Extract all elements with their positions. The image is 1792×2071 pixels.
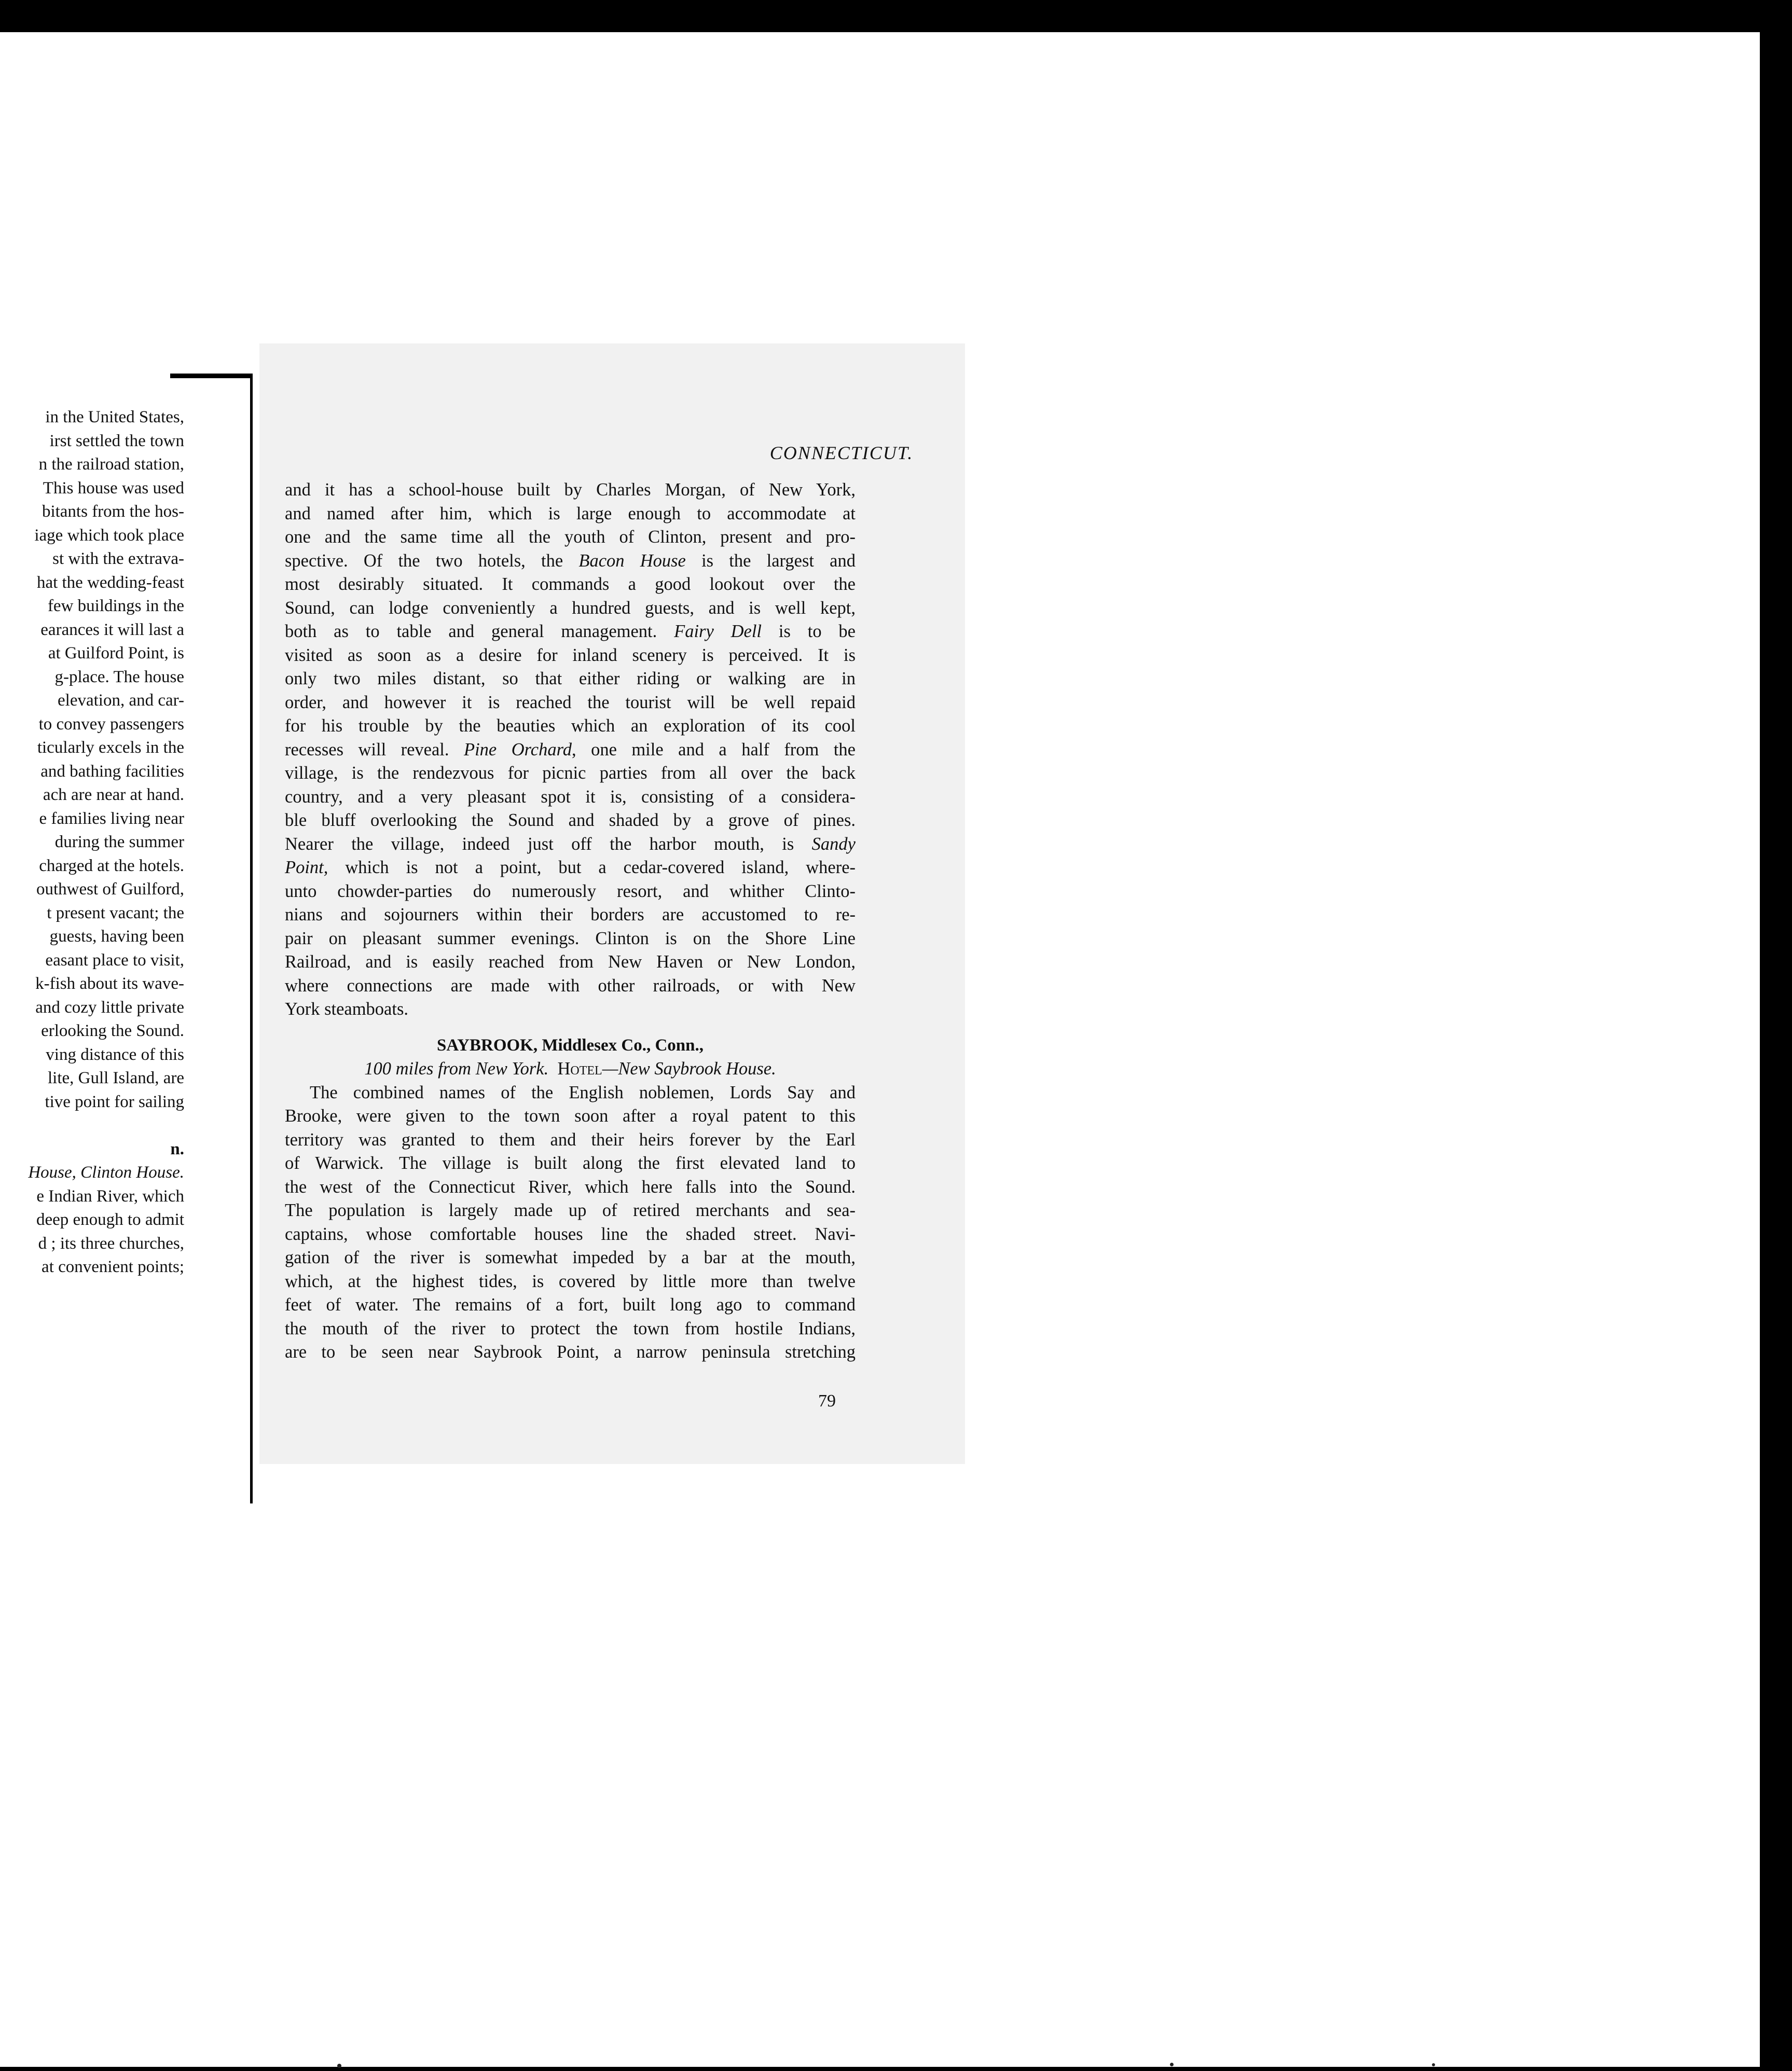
page-number: 79 — [818, 1391, 836, 1411]
text-line: nians and sojourners within their borders are accustomed to re- — [285, 905, 856, 924]
left-page-line: and bathing facilities — [40, 762, 184, 781]
left-page-line: e Indian River, which — [36, 1186, 184, 1206]
left-page-line: at Guilford Point, is — [48, 644, 184, 662]
right-page — [253, 32, 969, 1503]
left-page-line: bitants from the hos- — [42, 502, 184, 521]
scan-speck — [1170, 2063, 1174, 2066]
left-page-line: n the railroad station, — [38, 455, 184, 474]
text-line: where connections are made with other railroads, or with New — [285, 975, 856, 996]
text-line: both as to table and general management. Fairy Dell is to be — [285, 622, 856, 641]
left-page-line: tive point for sailing — [45, 1092, 184, 1111]
left-page-line: irst settled the town — [49, 431, 184, 450]
left-page-line: to convey passengers — [38, 714, 184, 734]
left-page-line: ving distance of this — [46, 1045, 184, 1064]
hotel-label: Hotel — [557, 1059, 602, 1079]
text-line: country, and a very pleasant spot it is, consisting of a considera- — [285, 786, 856, 807]
left-page-line: House, Clinton House. — [28, 1163, 184, 1182]
binding-rule-top — [170, 374, 251, 378]
text-line: only two miles distant, so that either riding or walking are in — [285, 669, 856, 688]
text-line: the west of the Connecticut River, which here falls into the Sound. — [285, 1177, 856, 1197]
text-line: unto chowder-parties do numerously resort, and whither Clinto- — [285, 881, 856, 901]
left-page-line: guests, having been — [49, 927, 184, 946]
text-line: order, and however it is reached the tourist will be well repaid — [285, 692, 856, 712]
left-page-line: iage which took place — [34, 526, 184, 545]
left-page-line: outhwest of Guilford, — [36, 880, 184, 899]
text-line: The population is largely made up of retired merchants and sea- — [285, 1200, 856, 1220]
text-line: gation of the river is somewhat impeded by a bar at the mouth, — [285, 1248, 856, 1267]
left-page-line: t present vacant; the — [47, 903, 184, 922]
left-page-line: charged at the hotels. — [39, 856, 184, 875]
section-heading: SAYBROOK, Middlesex Co., Conn., — [436, 1036, 704, 1055]
left-page-line: ticularly excels in the — [37, 738, 184, 757]
left-page-line: at convenient points; — [42, 1258, 184, 1276]
text-line: Railroad, and is easily reached from New Haven or New London, — [285, 952, 856, 972]
text-line: are to be seen near Saybrook Point, a narrow peninsula stretching — [285, 1342, 856, 1362]
running-head: CONNECTICUT. — [769, 443, 914, 463]
hotel-name: —New Saybrook House. — [602, 1059, 776, 1079]
text-line: pair on pleasant summer evenings. Clinton is on the Shore Line — [285, 928, 856, 948]
left-page-line: k-fish about its wave- — [35, 974, 184, 993]
text-line: territory was granted to them and their heirs forever by the Earl — [285, 1129, 856, 1150]
text-line: of Warwick. The village is built along the first elevated land to — [285, 1153, 856, 1173]
text-line: recesses will reveal. Pine Orchard, one mile and a half from the — [285, 739, 856, 760]
scan-speck — [1432, 2063, 1435, 2066]
left-page-line: erlooking the Sound. — [41, 1021, 184, 1040]
left-page-line: during the summer — [54, 833, 184, 851]
left-page-line: lite, Gull Island, are — [47, 1069, 184, 1087]
text-line: The combined names of the English noblemen, Lords Say and — [310, 1082, 856, 1102]
scanned-sheet — [0, 32, 1760, 2067]
left-page-text — [0, 406, 184, 1279]
main-text-column — [285, 478, 856, 1364]
left-page-line: n. — [170, 1139, 184, 1158]
text-line: most desirably situated. It commands a good lookout over the — [285, 574, 856, 594]
left-page-line: in the United States, — [45, 408, 184, 426]
text-line: for his trouble by the beauties which an exploration of its cool — [285, 716, 856, 736]
text-line: the mouth of the river to protect the town from hostile Indians, — [285, 1318, 856, 1338]
text-line: and named after him, which is large enough to accommodate at — [285, 503, 856, 523]
text-line: which, at the highest tides, is covered by little more than twelve — [285, 1271, 856, 1291]
distance-text: 100 miles from New York. — [364, 1059, 549, 1079]
text-line: one and the same time all the youth of Clinton, present and pro- — [285, 527, 856, 547]
left-page-line: earances it will last a — [40, 620, 184, 639]
paragraph-saybrook — [285, 1081, 856, 1364]
left-page-line: e families living near — [39, 809, 184, 828]
left-page-fragment — [0, 406, 254, 1524]
text-line: ble bluff overlooking the Sound and shaded by a grove of pines. — [285, 810, 856, 830]
left-page-line: d ; its three churches, — [38, 1234, 184, 1253]
left-page-line: deep enough to admit — [36, 1210, 184, 1229]
text-line: York steamboats. — [285, 999, 408, 1019]
text-line: feet of water. The remains of a fort, built long ago to command — [285, 1295, 856, 1315]
paragraph-clinton — [285, 478, 856, 1021]
text-line: Brooke, were given to the town soon after a royal patent to this — [285, 1106, 856, 1126]
left-page-line: few buildings in the — [47, 597, 184, 615]
left-page-line: g-place. The house — [54, 667, 184, 686]
left-page-line: ach are near at hand. — [43, 785, 184, 804]
left-page-line: hat the wedding-feast — [36, 573, 184, 592]
left-page-line: st with the extrava- — [52, 549, 184, 568]
text-line: Nearer the village, indeed just off the harbor mouth, is Sandy — [285, 834, 856, 854]
left-page-line: elevation, and car- — [58, 691, 184, 710]
text-line: and it has a school-house built by Charles Morgan, of New York, — [285, 480, 856, 500]
left-page-line: and cozy little private — [35, 998, 184, 1017]
text-line: Sound, can lodge conveniently a hundred guests, and is well kept, — [285, 598, 856, 618]
text-line: spective. Of the two hotels, the Bacon House is the largest and — [285, 550, 856, 571]
text-line: village, is the rendezvous for picnic parties from all over the back — [285, 763, 856, 783]
text-line: visited as soon as a desire for inland scenery is perceived. It is — [285, 645, 856, 665]
scan-speck — [337, 2064, 341, 2068]
left-page-line: easant place to visit, — [45, 950, 184, 970]
section-subheading — [285, 1057, 856, 1081]
text-line: captains, whose comfortable houses line the shaded street. Navi- — [285, 1224, 856, 1244]
text-line: Point, which is not a point, but a cedar-covered island, where- — [285, 858, 856, 877]
left-page-line: This house was used — [43, 478, 184, 498]
